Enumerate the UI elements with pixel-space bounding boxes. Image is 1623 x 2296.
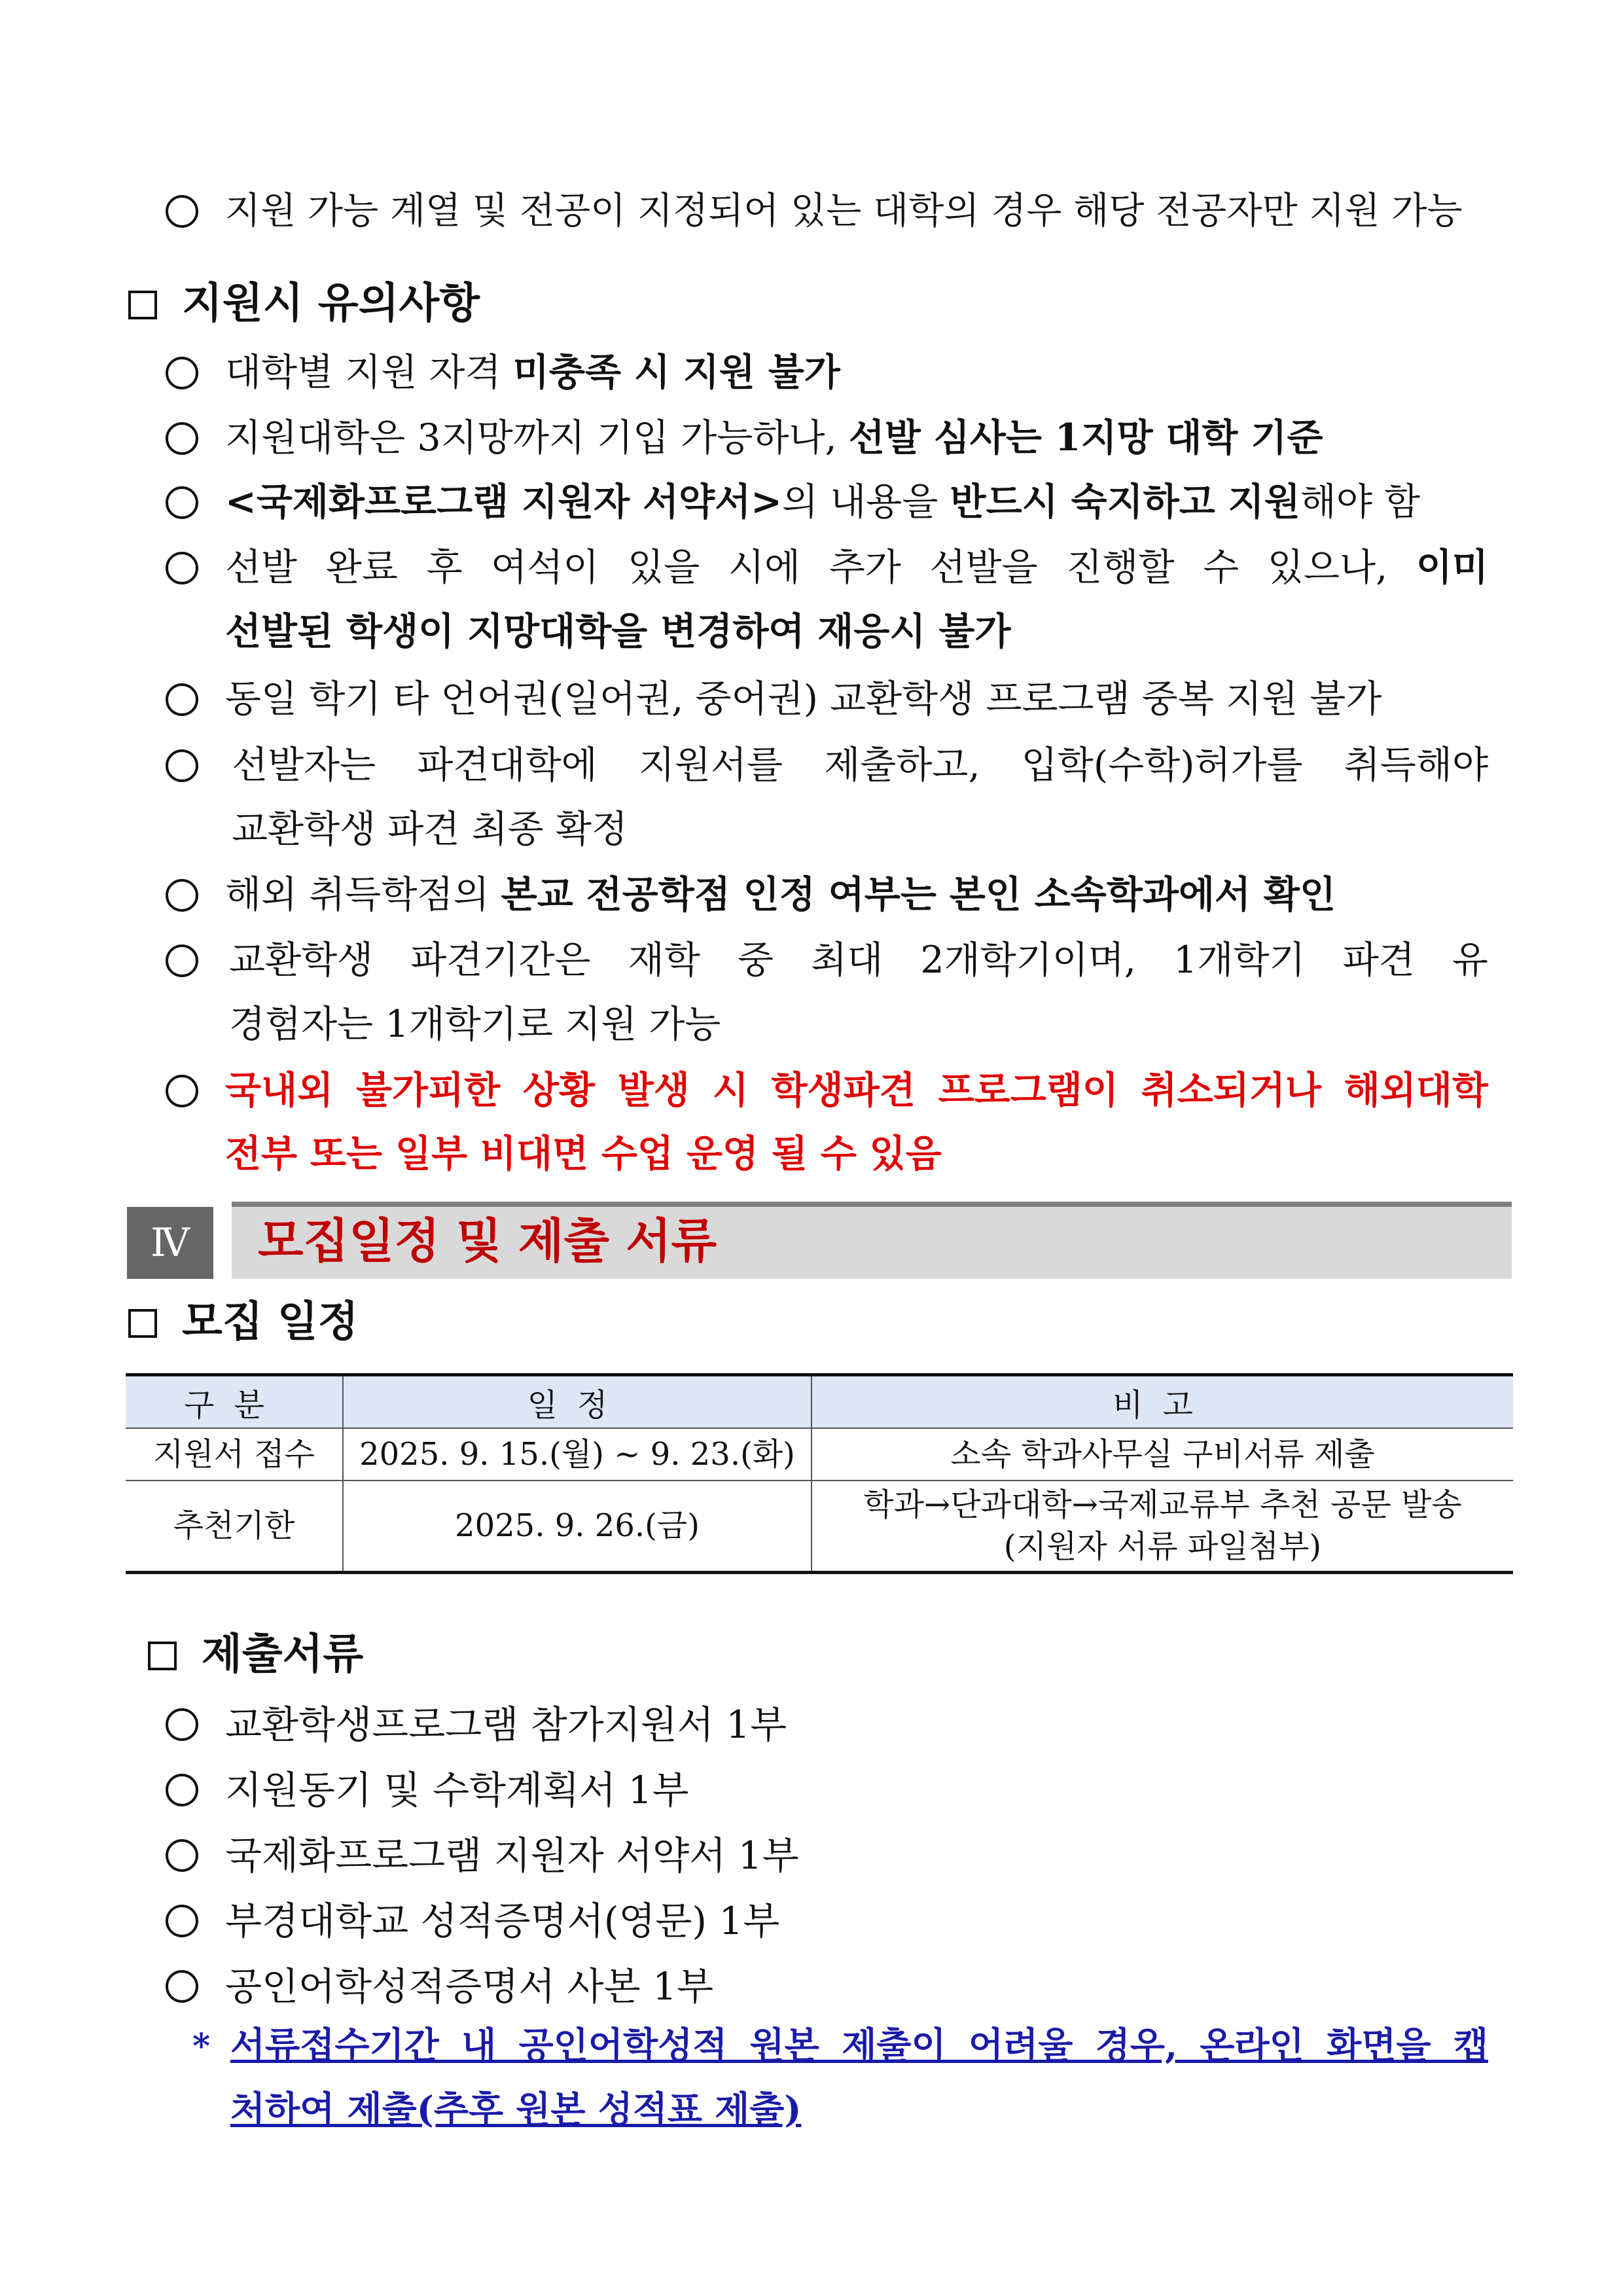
- square-bullet-icon: [128, 291, 157, 319]
- circle-bullet-icon: [166, 683, 198, 716]
- caution-item-6-line2: 교환학생 파견 최종 확정: [232, 808, 628, 851]
- col-header-remarks: 비고: [812, 1375, 1513, 1429]
- schedule-table: [126, 1373, 1513, 1574]
- section-title: 모집일정 및 제출 서류: [258, 1213, 717, 1268]
- circle-bullet-icon: [166, 1839, 198, 1872]
- circle-bullet-icon: [166, 422, 198, 455]
- caution-item-8-line2: 경험자는 1개학기로 지원 가능: [229, 1003, 721, 1046]
- col-header-category: 구분: [126, 1375, 343, 1429]
- schedule-heading: 모집 일정: [182, 1297, 359, 1346]
- circle-bullet-icon: [166, 552, 198, 584]
- cell-category: 추천기한: [126, 1480, 343, 1572]
- table-header-row: [126, 1375, 1513, 1429]
- section-number: Ⅳ: [127, 1207, 213, 1279]
- circle-bullet-icon: [166, 486, 198, 519]
- caution-item-1: 대학별 지원 자격 미충족 시 지원 불가: [225, 350, 840, 394]
- caution-item-3: <국제화프로그램 지원자 서약서>의 내용을 반드시 숙지하고 지원해야 함: [225, 480, 1421, 524]
- caution-heading: 지원시 유의사항: [182, 279, 480, 328]
- caution-item-5: 동일 학기 타 언어권(일어권, 중어권) 교환학생 프로그램 중복 지원 불가: [225, 677, 1382, 721]
- document-note-line1: 서류접수기간 내 공인어학성적 원본 제출이 어려울 경우, 온라인 화면을 캡: [230, 2024, 1488, 2066]
- note-asterisk: *: [192, 2026, 211, 2066]
- table-row: [126, 1480, 1513, 1572]
- col-header-schedule: 일정: [343, 1375, 812, 1429]
- cell-remarks: [812, 1480, 1513, 1572]
- circle-bullet-icon: [166, 357, 198, 389]
- document-item: 지원동기 및 수학계획서 1부: [225, 1768, 689, 1812]
- caution-item-4-line1: 선발 완료 후 여석이 있을 시에 추가 선발을 진행할 수 있으나, 이미: [225, 545, 1488, 589]
- cell-schedule: 2025. 9. 26.(금): [343, 1480, 812, 1572]
- cell-remarks: 소속 학과사무실 구비서류 제출: [812, 1428, 1513, 1480]
- circle-bullet-icon: [166, 1970, 198, 2003]
- caution-item-9-line1: 국내외 불가피한 상황 발생 시 학생파견 프로그램이 취소되거나 해외대학: [225, 1068, 1488, 1112]
- cell-remarks-line2: (지원자 서류 파일첨부): [1003, 1528, 1322, 1566]
- document-item: 국제화프로그램 지원자 서약서 1부: [225, 1833, 799, 1878]
- circle-bullet-icon: [166, 1905, 198, 1937]
- caution-item-4-line2: 선발된 학생이 지망대학을 변경하여 재응시 불가: [225, 609, 1011, 653]
- circle-bullet-icon: [166, 195, 198, 228]
- top-item: 지원 가능 계열 및 전공이 지정되어 있는 대학의 경우 해당 전공자만 지원 가능: [225, 190, 1463, 232]
- circle-bullet-icon: [166, 1708, 198, 1741]
- circle-bullet-icon: [166, 944, 198, 977]
- square-bullet-icon: [148, 1641, 177, 1670]
- circle-bullet-icon: [166, 879, 198, 912]
- circle-bullet-icon: [166, 1774, 198, 1806]
- caution-item-7: 해외 취득학점의 본교 전공학점 인정 여부는 본인 소속학과에서 확인: [225, 872, 1336, 916]
- caution-item-6-line1: 선발자는 파견대학에 지원서를 제출하고, 입학(수학)허가를 취득해야: [232, 744, 1488, 787]
- caution-item-2: 지원대학은 3지망까지 기입 가능하나, 선발 심사는 1지망 대학 기준: [225, 416, 1323, 459]
- document-item: 부경대학교 성적증명서(영문) 1부: [225, 1899, 780, 1943]
- square-bullet-icon: [128, 1309, 157, 1338]
- document-item: 공인어학성적증명서 사본 1부: [225, 1964, 714, 2009]
- cell-category: 지원서 접수: [126, 1428, 343, 1480]
- circle-bullet-icon: [166, 1075, 198, 1107]
- cell-schedule: 2025. 9. 15.(월) ~ 9. 23.(화): [343, 1428, 812, 1480]
- document-item: 교환학생프로그램 참가지원서 1부: [225, 1702, 787, 1747]
- cell-remarks-line1: 학과→단과대학→국제교류부 추천 공문 발송: [863, 1486, 1462, 1524]
- circle-bullet-icon: [166, 749, 198, 782]
- caution-item-9-line2: 전부 또는 일부 비대면 수업 운영 될 수 있음: [225, 1132, 942, 1175]
- document-note-line2: 처하여 제출(추후 원본 성적표 제출): [230, 2088, 802, 2130]
- caution-item-8-line1: 교환학생 파견기간은 재학 중 최대 2개학기이며, 1개학기 파견 유: [229, 939, 1488, 982]
- documents-heading: 제출서류: [202, 1630, 364, 1679]
- table-row: [126, 1428, 1513, 1480]
